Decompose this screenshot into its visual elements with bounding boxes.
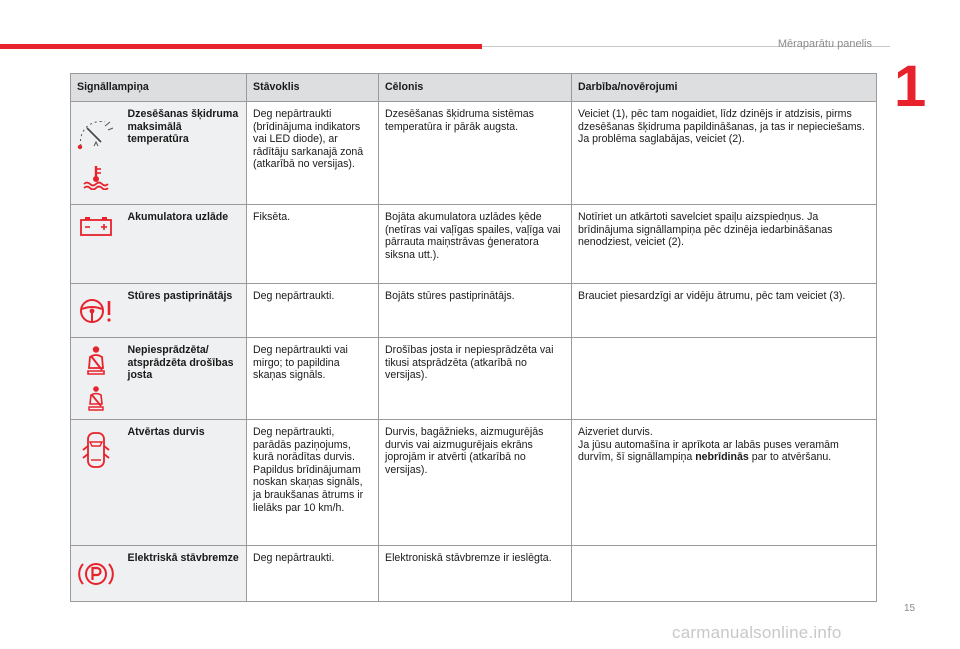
table-row	[71, 420, 877, 546]
action-line: Aizveriet durvis.	[578, 426, 653, 438]
state-cell: Deg nepārtraukti.	[247, 284, 379, 338]
cause-cell: Drošības josta ir nepiesprādzēta vai tikusi atsprādzēta (atkarībā no versijas).	[379, 338, 572, 420]
state-cell: Fiksēta.	[247, 205, 379, 284]
state-cell: Deg nepārtraukti (brīdinājuma indikators vai LED diode), ar rādītāju sarkanajā zonā (atkarībā no versijas).	[247, 102, 379, 205]
table-row	[71, 546, 877, 602]
seatbelt-small-icon	[84, 385, 108, 413]
column-header-light: Signāllampiņa	[71, 74, 247, 102]
cause-cell: Dzesēšanas šķidruma sistēmas temperatūra ir pārāk augsta.	[379, 102, 572, 205]
action-cell: Notīriet un atkārtoti savelciet spaiļu aizspiedņus. Ja brīdinājuma signāllampiņa pēc dzinēja iedarbināšanas nenodziest, veiciet (2).	[572, 205, 877, 284]
table-row	[71, 102, 877, 205]
state-cell: Deg nepārtraukti vai mirgo; to papildina skaņas signāls.	[247, 338, 379, 420]
parking-brake-icon	[76, 558, 116, 590]
table-row	[71, 284, 877, 338]
action-cell	[572, 338, 877, 420]
action-cell: Brauciet piesardzīgi ar vidēju ātrumu, pēc tam veiciet (3).	[572, 284, 877, 338]
state-cell: Deg nepārtraukti.	[247, 546, 379, 602]
steering-wheel-warning-icon	[78, 297, 114, 325]
cause-cell: Bojāts stūres pastiprinātājs.	[379, 284, 572, 338]
state-cell: Deg nepārtraukti, parādās paziņojums, kurā norādītas durvis. Papildus brīdinājumam noskan skaņas signāls, ja braukšanas ātrums ir lielāks par 10 km/h.	[247, 420, 379, 546]
table-row	[71, 338, 877, 420]
cause-cell: Durvis, bagāžnieks, aizmugurējās durvis vai aizmugurējais ekrāns joprojām ir atvērti (atkarībā no versijas).	[379, 420, 572, 546]
column-header-cause: Cēlonis	[379, 74, 572, 102]
light-name: Nepiesprādzēta/ atsprādzēta drošības josta	[122, 338, 247, 420]
column-header-action: Darbība/novērojumi	[572, 74, 877, 102]
watermark: carmanualsonline.info	[672, 623, 842, 642]
action-line: Ja jūsu automašīna ir aprīkota ar labās puses veramām durvīm, šī signāllampiņa nebrīdinās par to atvēršanu.	[578, 438, 839, 464]
seatbelt-icon	[82, 345, 110, 377]
battery-icon	[79, 215, 113, 237]
light-name: Atvērtas durvis	[122, 420, 247, 546]
action-cell	[572, 546, 877, 602]
chapter-number: 1	[894, 54, 927, 119]
page-number: 15	[904, 603, 916, 614]
action-cell	[572, 420, 877, 546]
cause-cell: Bojāta akumulatora uzlādes ķēde (netīras vai vaļīgas spailes, vaļīga vai pārrauta maiņstrāvas ģeneratora siksna utt.).	[379, 205, 572, 284]
light-name: Elektriskā stāvbremze	[122, 546, 247, 602]
action-cell: Veiciet (1), pēc tam nogaidiet, līdz dzinējs ir atdzisis, pirms dzesēšanas šķidruma papildināšanas, ja tas ir nepieciešams. Ja problēma saglabājas, veiciet (2).	[572, 102, 877, 205]
accent-bar	[0, 44, 482, 49]
warning-lights-table	[70, 73, 877, 602]
cause-cell: Elektroniskā stāvbremze ir ieslēgta.	[379, 546, 572, 602]
table-row	[71, 205, 877, 284]
light-name: Stūres pastiprinātājs	[122, 284, 247, 338]
open-door-icon	[81, 430, 111, 470]
light-name: Akumulatora uzlāde	[122, 205, 247, 284]
coolant-temperature-icon	[81, 164, 111, 190]
light-name: Dzesēšanas šķidruma maksimālā temperatūra	[122, 102, 247, 205]
column-header-state: Stāvoklis	[247, 74, 379, 102]
section-title: Mēraparātu panelis	[777, 38, 872, 50]
temperature-gauge-icon	[75, 116, 117, 150]
table-header-row	[71, 74, 877, 102]
